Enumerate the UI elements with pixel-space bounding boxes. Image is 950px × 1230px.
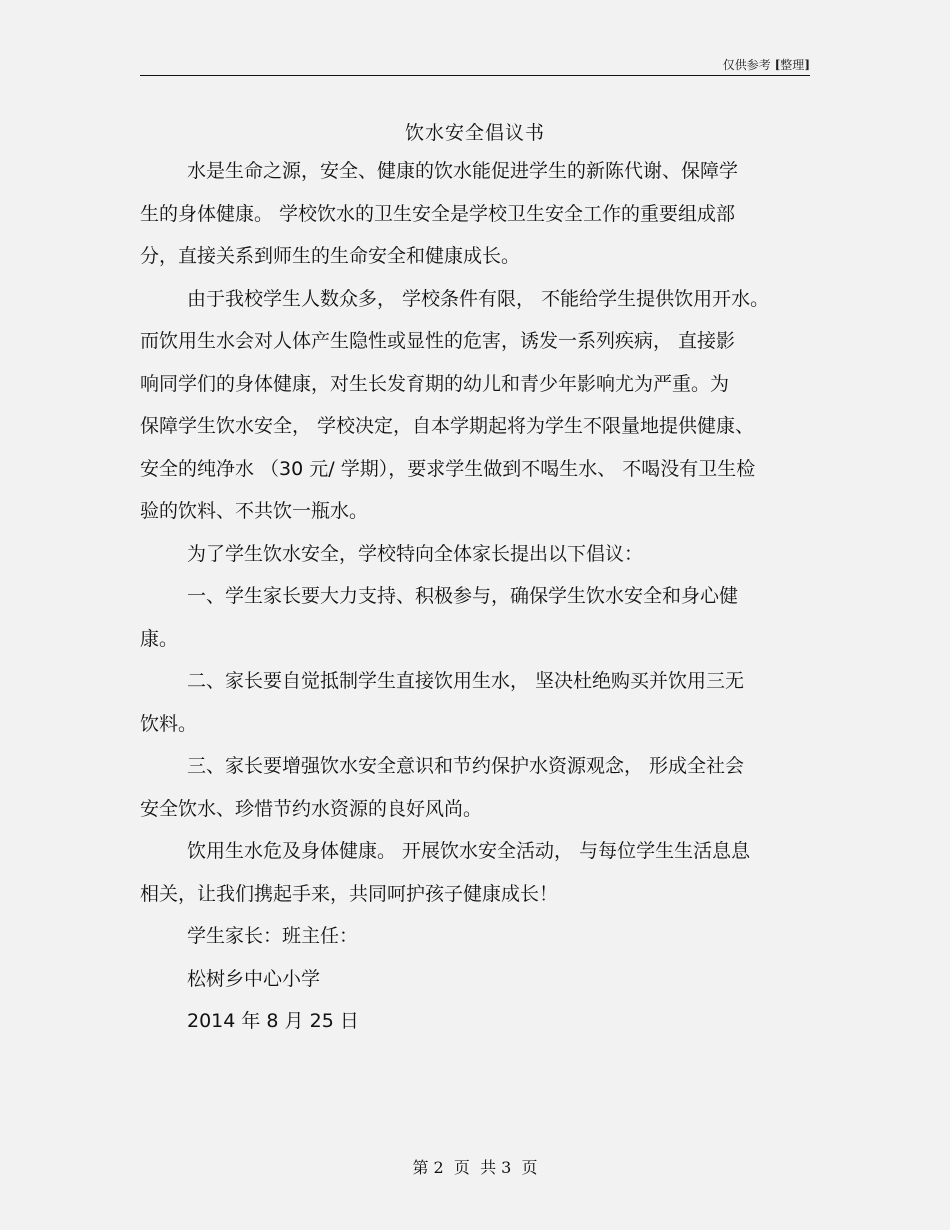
header-note-text: 仅供参考	[722, 58, 771, 72]
paragraph-line: 饮料。	[140, 712, 198, 735]
paragraph-line: 相关，让我们携起手来，共同呵护孩子健康成长！	[140, 882, 559, 905]
paragraph-line: 学生家长：班主任：	[187, 925, 359, 947]
paragraph-line: 保障学生饮水安全， 学校决定，自本学期起将为学生不限量地提供健康、	[140, 415, 755, 437]
header-bracket-open: [	[774, 58, 781, 72]
paragraph-line: 为了学生饮水安全，学校特向全体家长提出以下倡议：	[187, 542, 644, 565]
paragraph-line: 二、家长要自觉抵制学生直接饮用生水， 坚决杜绝购买并饮用三无	[187, 670, 745, 692]
paragraph	[140, 278, 810, 533]
paragraph	[140, 660, 810, 745]
header-note	[723, 56, 810, 73]
paragraph	[140, 830, 810, 915]
paragraph-line: 水是生命之源，安全、健康的饮水能促进学生的新陈代谢、保障学	[187, 160, 739, 182]
paragraph-line: 生的身体健康。 学校饮水的卫生安全是学校卫生安全工作的重要组成部	[140, 202, 736, 225]
paragraph-line: 饮用生水危及身体健康。 开展饮水安全活动， 与每位学生生活息息	[187, 840, 751, 862]
paragraph	[140, 745, 810, 830]
header-tag: 整理	[780, 58, 805, 72]
paragraph-line: 而饮用生水会对人体产生隐性或显性的危害，诱发一系列疾病， 直接影	[140, 330, 736, 352]
header-bracket-close: ]	[804, 58, 810, 72]
paragraph	[140, 575, 810, 660]
paragraph	[140, 533, 810, 576]
paragraph-line: 安全饮水、珍惜节约水资源的良好风尚。	[140, 797, 483, 820]
paragraph-line: 响同学们的身体健康，对生长发育期的幼儿和青少年影响尤为严重。为	[140, 372, 730, 395]
paragraph-line: 2014 年 8 月 25 日	[187, 1010, 359, 1032]
paragraph-line: 分，直接关系到师生的生命安全和健康成长。	[140, 245, 521, 267]
header-rule	[140, 75, 810, 76]
paragraph	[140, 1000, 810, 1043]
paragraph-line: 三、家长要增强饮水安全意识和节约保护水资源观念， 形成全社会	[187, 755, 745, 777]
paragraph	[140, 958, 810, 1001]
paragraph-line: 康。	[140, 627, 179, 650]
paragraph	[140, 915, 810, 958]
document-title: 饮水安全倡议书	[404, 122, 545, 144]
page-footer: 第 2 页 共 3 页	[412, 1158, 538, 1177]
paragraph-line: 松树乡中心小学	[187, 967, 321, 990]
paragraph-line: 验的饮料、不共饮一瓶水。	[140, 500, 369, 522]
document-body	[140, 150, 810, 1043]
paragraph	[140, 150, 810, 278]
paragraph-line: 安全的纯净水 （30 元/ 学期），要求学生做到不喝生水、 不喝没有卫生检	[140, 457, 756, 480]
paragraph-line: 一、学生家长要大力支持、积极参与，确保学生饮水安全和身心健	[187, 585, 739, 607]
paragraph-line: 由于我校学生人数众多， 学校条件有限， 不能给学生提供饮用开水。	[187, 287, 770, 310]
